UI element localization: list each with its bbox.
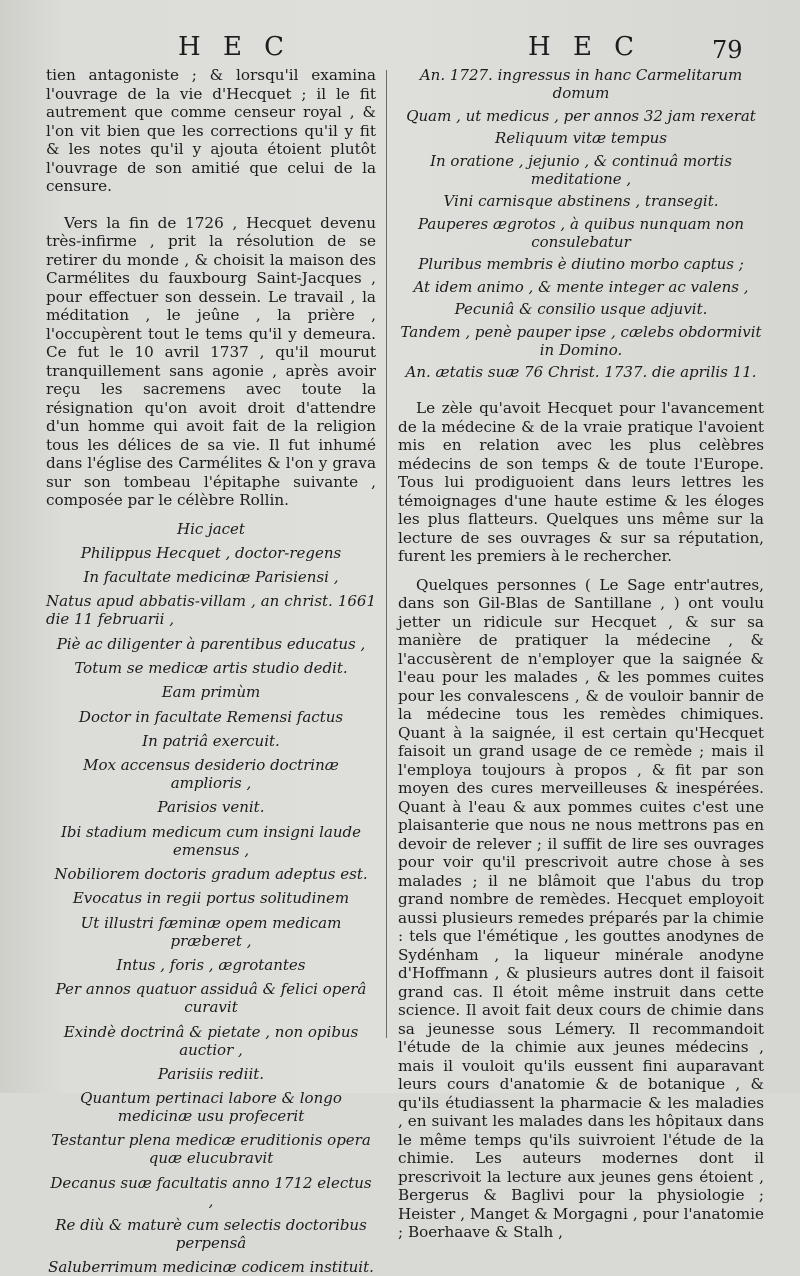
running-head-right: H E C xyxy=(528,32,641,62)
epitaph-line: Per annos quatuor assiduâ & felici operâ curavit xyxy=(46,980,376,1016)
epitaph-line: Parisios venit. xyxy=(46,798,376,816)
epitaph-line: Reliquum vitæ tempus xyxy=(398,129,764,147)
epitaph-line: Parisiis rediit. xyxy=(46,1065,376,1083)
epitaph-line: Nobiliorem doctoris gradum adeptus est. xyxy=(46,865,376,883)
epitaph-line: Mox accensus desiderio doctrinæ amplioris , xyxy=(46,756,376,792)
epitaph-line: Vini carnisque abstinens , transegit. xyxy=(398,192,764,210)
epitaph-line: Pluribus membris è diutino morbo captus ; xyxy=(398,255,764,273)
epitaph-line: An. ætatis suæ 76 Christ. 1737. die aprilis 11. xyxy=(398,363,764,381)
epitaph-line: Saluberrimum medicinæ codicem instituit. xyxy=(46,1258,376,1276)
running-header xyxy=(0,26,800,66)
epitaph-line: At idem animo , & mente integer ac valens , xyxy=(398,278,764,296)
column-divider xyxy=(386,70,387,1038)
epitaph-line: Quam , ut medicus , per annos 32 jam rexerat xyxy=(398,107,764,125)
paragraph-reputation: Le zèle qu'avoit Hecquet pour l'avancement de la médecine & de la vraie pratique l'avoient mis en relation avec les plus celèbres médecins de son temps & de toute l'Europe. Tous lui prodiguoient dans leurs lettres les témoignages d'une haute estime & les éloges les plus flatteurs. Quelques uns même sur la lecture de ses ouvrages & sur sa réputation, furent les premiers à le rechercher. xyxy=(398,399,764,566)
epitaph-line: Re diù & maturè cum selectis doctoribus perpensâ xyxy=(46,1216,376,1252)
epitaph-line: Doctor in facultate Remensi factus xyxy=(46,708,376,726)
epitaph-continued xyxy=(398,66,764,381)
epitaph-line: An. 1727. ingressus in hanc Carmelitarum domum xyxy=(398,66,764,102)
epitaph-line: Decanus suæ facultatis anno 1712 electus , xyxy=(46,1174,376,1210)
epitaph-line: In patriâ exercuit. xyxy=(46,732,376,750)
paragraph-critics: Quelques personnes ( Le Sage entr'autres, dans son Gil-Blas de Santillane , ) ont voulu jetter un ridicule sur Hecquet , & sur sa manière de pratiquer la médecine , & l'accusèrent de n'employer que la saignée & l'eau pour les malades , & les pommes cuites pour les convalescens , & de vouloir bannir de la médecine tous les remèdes chimiques. Quant à la saignée, il est certain qu'Hecquet faisoit un grand usage de ce remède ; mais il l'employa toujours à propos , & fit par son moyen des cures merveilleuses & inespérées. Quant à l'eau & aux pommes cuites c'est une plaisanterie que nous ne nous mettrons pas en devoir de relever ; il suffit de lire ses ouvrages pour voir qu'il prescrivoit autre chose à ses malades ; il ne blâmoit que l'abus du trop grand nombre de remèdes. Hecquet employoit aussi plusieurs remedes préparés par la chimie : tels que l'émétique , les gouttes anodynes de Sydénham , la liqueur minérale anodyne d'Hoffmann , & plusieurs autres dont il faisoit grand cas. Il étoit même instruit dans cette science. Il avoit fait deux cours de chimie dans sa jeunesse sous Lémery. Il recommandoit l'étude de la chimie aux jeunes médecins , mais il vouloit qu'ils eussent fini auparavant leurs cours d'anatomie & de botanique , & qu'ils étudiassent la pharmacie & les maladies , en suivant les malades dans les hôpitaux dans le même temps qu'ils suivroient l'étude de la chimie. Les auteurs modernes dont il prescrivoit la lecture aux jeunes gens étoient , Bergerus & Baglivi pour la physiologie ; Heister , Manget & Morgagni , pour l'anatomie ; Boerhaave & Stalh , xyxy=(398,576,764,1242)
left-column xyxy=(46,66,376,1276)
epitaph-line: Intus , foris , ægrotantes xyxy=(46,956,376,974)
epitaph-line: Eam primùm xyxy=(46,683,376,701)
epitaph-line: Natus apud abbatis-villam , an christ. 1661 die 11 februarii , xyxy=(46,592,376,628)
epitaph-line: Piè ac diligenter à parentibus educatus , xyxy=(46,635,376,653)
epitaph xyxy=(46,520,376,1276)
running-head-left: H E C xyxy=(178,32,291,62)
epitaph-line: Quantum pertinaci labore & longo medicinæ usu profecerit xyxy=(46,1089,376,1125)
epitaph-line: Testantur plena medicæ eruditionis opera quæ elucubravit xyxy=(46,1131,376,1167)
paragraph-retirement: Vers la fin de 1726 , Hecquet devenu très-infirme , prit la résolution de se retirer du monde , & choisit la maison des Carmélites du fauxbourg Saint-Jacques , pour effectuer son dessein. Le travail , la méditation , le jeûne , la prière , l'occupèrent tout le tems qu'il y demeura. Ce fut le 10 avril 1737 , qu'il mourut tranquillement sans agonie , après avoir reçu les sacremens avec toute la résignation qu'on avoit droit d'attendre d'un homme qui avoit fait de la religion tous les délices de sa vie. Il fut inhumé dans l'église des Carmélites & l'on y grava sur son tombeau l'épitaphe suivante , composée par le célèbre Rollin. xyxy=(46,214,376,510)
epitaph-line: Tandem , penè pauper ipse , cælebs obdormivit in Domino. xyxy=(398,323,764,359)
epitaph-line: Philippus Hecquet , doctor-regens xyxy=(46,544,376,562)
epitaph-line: Hic jacet xyxy=(46,520,376,538)
epitaph-line: Ut illustri fæminæ opem medicam præberet , xyxy=(46,914,376,950)
epitaph-line: In oratione , jejunio , & continuâ mortis meditatione , xyxy=(398,152,764,188)
epitaph-line: Pauperes ægrotos , à quibus nunquam non consulebatur xyxy=(398,215,764,251)
epitaph-line: Totum se medicæ artis studio dedit. xyxy=(46,659,376,677)
right-column xyxy=(398,66,764,1242)
epitaph-line: Ibi stadium medicum cum insigni laude emensus , xyxy=(46,823,376,859)
epitaph-line: Exindè doctrinâ & pietate , non opibus auctior , xyxy=(46,1023,376,1059)
page-number: 79 xyxy=(712,36,743,64)
epitaph-line: Evocatus in regii portus solitudinem xyxy=(46,889,376,907)
epitaph-line: Pecuniâ & consilio usque adjuvit. xyxy=(398,300,764,318)
intro-paragraph: tien antagoniste ; & lorsqu'il examina l'ouvrage de la vie d'Hecquet ; il le fit autrement que comme censeur royal , & l'on vit bien que les corrections qu'il y fit & les notes qu'il y ajouta étoient plutôt l'ouvrage de son amitié que celui de la censure. xyxy=(46,66,376,196)
epitaph-line: In facultate medicinæ Parisiensi , xyxy=(46,568,376,586)
